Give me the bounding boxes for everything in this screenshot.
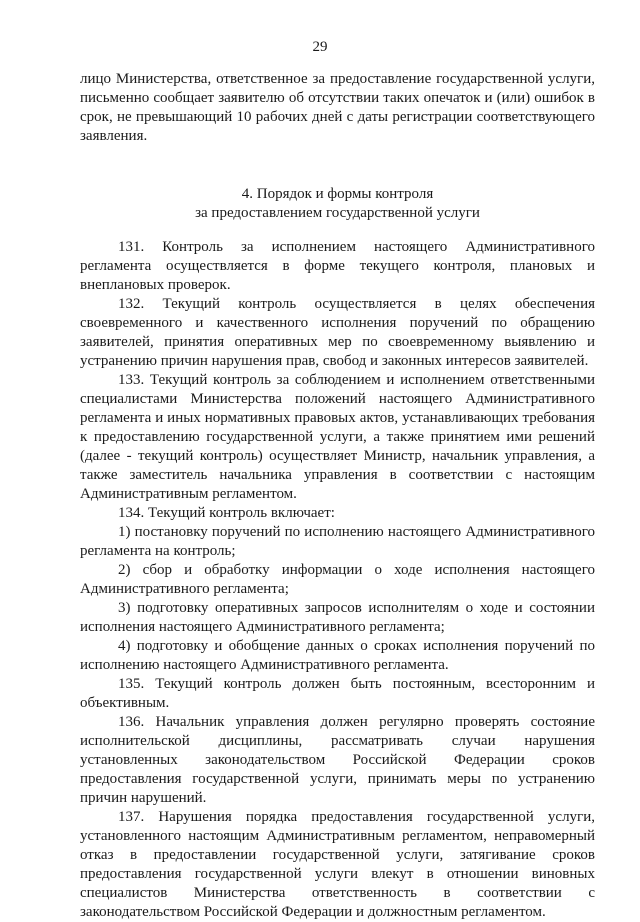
intro-paragraph: лицо Министерства, ответственное за предоставление государственной услуги, письменно сообщает заявителю об отсутствии таких опечаток и (или) ошибок в срок, не превышающий 10 рабочих дней с даты регистрации соответствующего заявления. — [80, 71, 595, 144]
paragraph-131: 131. Контроль за исполнением настоящего Административного регламента осуществляется в форме текущего контроля, плановых и внеплановых проверок. — [80, 239, 595, 293]
paragraph-133: 133. Текущий контроль за соблюдением и исполнением ответственными специалистами Министерства положений настоящего Административного регламента и иных нормативных правовых актов, устанавливающих требования к предоставлению государственной услуги, а также принятием ими решений (далее - текущий контроль) осуществляет Министр, начальник управления, а также заместитель начальника управления в соответствии с настоящим Административным регламентом. — [80, 372, 595, 502]
list-item-2: 2) сбор и обработку информации о ходе исполнения настоящего Административного регламента; — [80, 562, 595, 597]
list-item-1: 1) постановку поручений по исполнению настоящего Административного регламента на контроль; — [80, 524, 595, 559]
document-body — [80, 70, 595, 922]
section-title-line-2: за предоставлением государственной услуги — [195, 205, 480, 221]
list-item-4: 4) подготовку и обобщение данных о сроках исполнения поручений по исполнению настоящего Административного регламента. — [80, 638, 595, 673]
paragraph-134: 134. Текущий контроль включает: — [118, 505, 335, 521]
paragraph-135: 135. Текущий контроль должен быть постоянным, всесторонним и объективным. — [80, 676, 595, 711]
paragraph-136: 136. Начальник управления должен регулярно проверять состояние исполнительской дисциплины, рассматривать случаи нарушения установленных законодательством Российской Федерации сроков предоставления государственной услуги, принимать меры по устранению причин нарушений. — [80, 714, 595, 806]
paragraph-137: 137. Нарушения порядка предоставления государственной услуги, установленного настоящим Административным регламентом, неправомерный отказ в предоставлении государственной услуги, затягивание сроков предоставления государственной услуги влекут в отношении виновных специалистов Министерства ответственность в соответствии с законодательством Российской Федерации и должностным регламентом. — [80, 809, 595, 920]
page-number: 29 — [312, 39, 328, 55]
paragraph-132: 132. Текущий контроль осуществляется в целях обеспечения своевременного и качественного исполнения поручений по обращению заявителей, принятия оперативных мер по своевременному выявлению и устранению причин нарушения прав, свобод и законных интересов заявителей. — [80, 296, 595, 369]
section-title-line-1: 4. Порядок и формы контроля — [241, 186, 434, 202]
section-heading — [80, 185, 595, 223]
list-item-3: 3) подготовку оперативных запросов исполнителям о ходе и состоянии исполнения настоящего Административного регламента; — [80, 600, 595, 635]
